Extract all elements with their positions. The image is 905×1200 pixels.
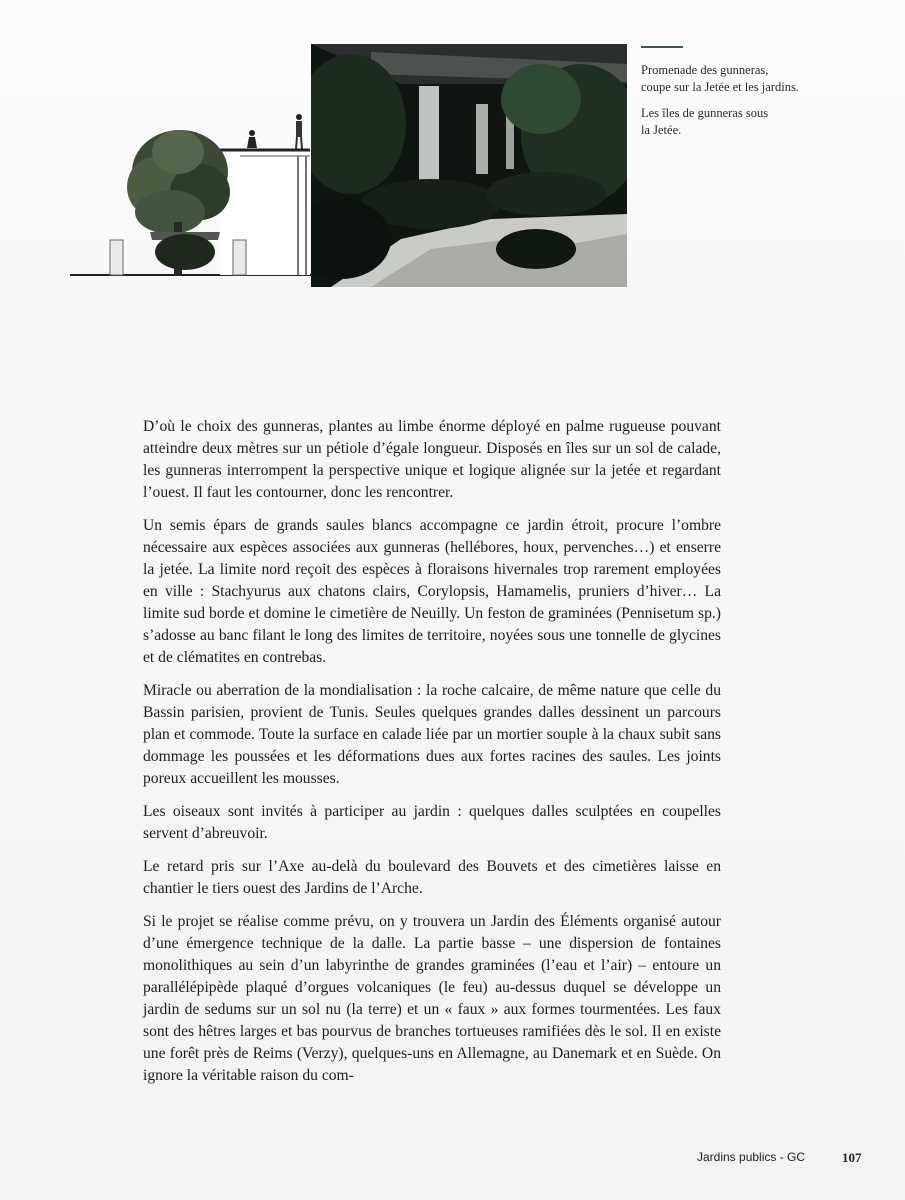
caption-text: coupe sur la Jetée et les jardins. [641, 80, 799, 94]
figure [70, 42, 630, 287]
body-text [143, 416, 721, 1098]
paragraph: Le retard pris sur l’Axe au-delà du boulevard des Bouvets et des cimetières laisse en chantier le tiers ouest des Jardins de l’Arche. [143, 858, 721, 897]
caption-line-2 [641, 105, 841, 139]
paragraph: Si le projet se réalise comme prévu, on y trouvera un Jardin des Éléments organisé autour d’une émergence technique de la dalle. La partie basse – une dispersion de fontaines monolithiques au sein d’un labyrinthe de grandes graminées (l’eau et l’air) – entoure un parallélépipède plaqué d’orgues volcaniques (le feu) au-dessus duquel se développe un jardin de sedums sur un sol nu (la terre) et un « faux » aux formes tourmentées. Les faux sont des hêtres larges et bas pourvus de branches tortueuses ramifiées dès le sol. Il en existe une forêt près de Reims (Verzy), quelques-uns en Allemagne, au Danemark et en Suède. On ignore la véritable raison du com- [143, 913, 721, 1084]
page-number: 107 [842, 1150, 862, 1165]
running-title: Jardins publics - GC [697, 1150, 806, 1164]
section-drawing [70, 112, 312, 287]
caption-text: Les îles de gunneras sous [641, 106, 769, 120]
caption-text: la Jetée. [641, 123, 682, 137]
paragraph: Miracle ou aberration de la mondialisation : la roche calcaire, de même nature que celle du Bassin parisien, provient de Tunis. Seules quelques grandes dalles dessinent un parcours plan et commode. Toute la surface en calade liée par un mortier souple à la chaux subit sans dommage les poussées et les déformations dues aux fortes racines des saules. Les joints poreux accueillent les mousses. [143, 682, 721, 787]
paragraph: Un semis épars de grands saules blancs accompagne ce jardin étroit, procure l’ombre nécessaire aux espèces associées aux gunneras (hellébores, houx, pervenches…) et enserre la jetée. La limite nord reçoit des espèces à floraisons hivernales trop rarement employées en ville : Stachyurus aux chatons clairs, Corylopsis, Hamamelis, pruniers d’hiver… La limite sud borde et domine le cimetière de Neuilly. Un feston de graminées (Pennisetum sp.) s’adosse au banc filant le long des limites de territoire, noyées sous une tonnelle de glycines et de clématites en contrebas. [143, 517, 721, 666]
caption-rule [641, 46, 683, 48]
figure-caption [641, 46, 841, 148]
paragraph: Les oiseaux sont invités à participer au jardin : quelques dalles sculptées en coupelles servent d’abreuvoir. [143, 803, 721, 842]
gunnera-photo [311, 44, 627, 287]
caption-line-1 [641, 62, 841, 96]
paragraph: D’où le choix des gunneras, plantes au limbe énorme déployé en palme rugueuse pouvant atteindre deux mètres sur un pétiole d’égale longueur. Disposés en îles sur un sol de calade, les gunneras interrompent la perspective unique et logique alignée sur la jetée et regardant l’ouest. Il faut les contourner, donc les rencontrer. [143, 418, 721, 501]
caption-text: Promenade des gunneras, [641, 63, 769, 77]
